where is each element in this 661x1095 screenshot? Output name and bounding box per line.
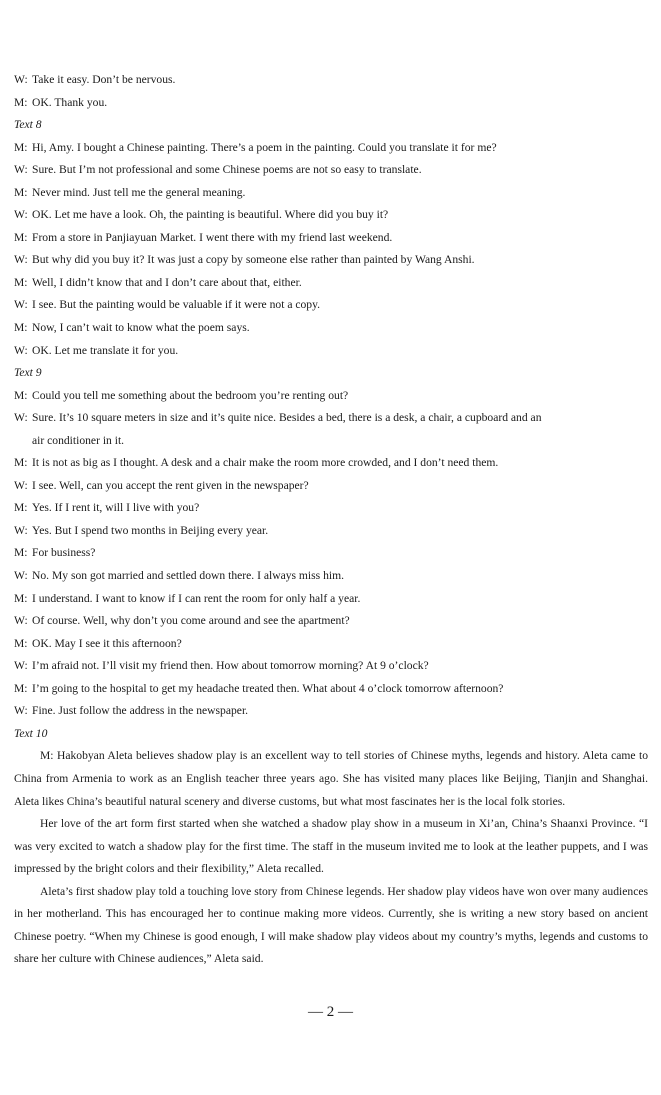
dialogue-text: Well, I didn’t know that and I don’t care about that, either.: [32, 275, 302, 289]
speaker-label: W:: [14, 298, 28, 312]
dialogue-line: [14, 452, 648, 475]
speaker-label: M:: [14, 636, 28, 650]
speaker-label: M:: [14, 275, 28, 289]
speaker-label: W:: [14, 163, 28, 177]
speaker-label: M:: [14, 591, 28, 605]
dialogue-text: From a store in Panjiayuan Market. I went there with my friend last weekend.: [32, 230, 393, 244]
dialogue-text: Take it easy. Don’t be nervous.: [32, 73, 176, 86]
dialogue-line: [14, 317, 648, 340]
dialogue-line: [14, 407, 648, 430]
dialogue-line: [14, 137, 648, 160]
speaker-label: M:: [14, 95, 28, 109]
speaker-label: M:: [14, 140, 28, 154]
dialogue-line: [14, 700, 648, 723]
speaker-label: W:: [14, 614, 28, 628]
dialogue-text: But why did you buy it? It was just a copy by someone else rather than painted by Wang Anshi.: [32, 253, 475, 267]
section-heading-text-10: Text 10: [14, 726, 48, 740]
dialogue-line: [14, 272, 648, 295]
section-heading-text-8: Text 8: [14, 118, 42, 132]
dialogue-line: [14, 340, 648, 363]
speaker-label: W:: [14, 704, 28, 718]
dialogue-line: [14, 610, 648, 633]
speaker-label: W:: [14, 523, 28, 537]
dialogue-text: OK. Let me have a look. Oh, the painting is beautiful. Where did you buy it?: [32, 208, 389, 222]
dialogue-line: [14, 588, 648, 611]
dialogue-line: [14, 655, 648, 678]
dialogue-text: Sure. It’s 10 square meters in size and it’s quite nice. Besides a bed, there is a desk, a chair, a cupboard and an: [32, 411, 542, 425]
speaker-label: M:: [14, 230, 28, 244]
dialogue-text: Yes. If I rent it, will I live with you?: [32, 501, 200, 515]
dialogue-text: It is not as big as I thought. A desk and a chair make the room more crowded, and I don’t need them.: [32, 456, 499, 470]
dialogue-line: [14, 249, 648, 272]
passage-paragraph: M: Hakobyan Aleta believes shadow play is an excellent way to tell stories of Chinese myths, legends and history. Aleta came to China from Armenia to work as an English teacher three years ago. She has visited many places like Beijing, Tianjin and Shanghai. Aleta likes China’s beautiful natural scenery and diverse customs, but what most fascinates her is the local folk stories.: [14, 749, 648, 808]
dialogue-line: [14, 294, 648, 317]
dialogue-line: [14, 159, 648, 182]
dialogue-line: [14, 565, 648, 588]
dialogue-line: [14, 182, 648, 205]
dialogue-line: [14, 520, 648, 543]
dialogue-text: Of course. Well, why don’t you come around and see the apartment?: [32, 614, 350, 628]
dialogue-text: I understand. I want to know if I can rent the room for only half a year.: [32, 591, 361, 605]
dialogue-line: [14, 633, 648, 656]
dialogue-line: [14, 475, 648, 498]
dialogue-line: [14, 385, 648, 408]
dialogue-text: No. My son got married and settled down there. I always miss him.: [32, 569, 345, 583]
speaker-label: W:: [14, 208, 28, 222]
dialogue-continuation: air conditioner in it.: [32, 433, 125, 447]
speaker-label: M:: [14, 456, 28, 470]
dialogue-line: [14, 204, 648, 227]
dialogue-text: I see. Well, can you accept the rent given in the newspaper?: [32, 478, 309, 492]
speaker-label: W:: [14, 569, 28, 583]
passage-paragraph: Her love of the art form first started when she watched a shadow play show in a museum in Xi’an, China’s Shaanxi Province. “I was very excited to watch a shadow play for the first time. The staff in the museum invited me to look at the leather puppets, and I was impressed by the bright colors and their flexibility,” Aleta recalled.: [14, 817, 648, 876]
page-number: — 2 —: [308, 1004, 353, 1020]
dialogue-line: [14, 69, 648, 92]
dialogue-text: OK. May I see it this afternoon?: [32, 636, 182, 650]
passage-paragraph: Aleta’s first shadow play told a touching love story from Chinese legends. Her shadow play videos have won over many audiences in her motherland. This has encouraged her to continue making more videos. Currently, she is writing a new story based on ancient Chinese poetry. “When my Chinese is good enough, I will make shadow play videos about my country’s myths, legends and customs to share her culture with Chinese audiences,” Aleta said.: [14, 884, 648, 966]
speaker-label: W:: [14, 659, 28, 673]
dialogue-text: Yes. But I spend two months in Beijing every year.: [32, 523, 269, 537]
dialogue-line: [14, 497, 648, 520]
dialogue-text: Hi, Amy. I bought a Chinese painting. There’s a poem in the painting. Could you translate it for me?: [32, 140, 497, 154]
dialogue-text: Never mind. Just tell me the general meaning.: [32, 185, 246, 199]
speaker-label: W:: [14, 253, 28, 267]
page-content: [14, 69, 648, 971]
section-heading-text-9: Text 9: [14, 366, 42, 380]
dialogue-line: [14, 542, 648, 565]
dialogue-text: Fine. Just follow the address in the newspaper.: [32, 704, 249, 718]
speaker-label: M:: [14, 681, 28, 695]
dialogue-text: Sure. But I’m not professional and some Chinese poems are not so easy to translate.: [32, 163, 422, 177]
dialogue-line: [14, 227, 648, 250]
speaker-label: M:: [14, 546, 28, 560]
dialogue-text: Could you tell me something about the bedroom you’re renting out?: [32, 388, 349, 402]
speaker-label: M:: [14, 321, 28, 335]
speaker-label: W:: [14, 73, 28, 86]
dialogue-text: For business?: [32, 546, 96, 560]
speaker-label: W:: [14, 411, 28, 425]
dialogue-line: [14, 92, 648, 115]
speaker-label: M:: [14, 501, 28, 515]
dialogue-text: OK. Let me translate it for you.: [32, 343, 179, 357]
speaker-label: M:: [14, 388, 28, 402]
dialogue-line: [14, 678, 648, 701]
speaker-label: W:: [14, 343, 28, 357]
dialogue-text: I’m afraid not. I’ll visit my friend then. How about tomorrow morning? At 9 o’clock?: [32, 659, 429, 673]
dialogue-text: OK. Thank you.: [32, 95, 108, 109]
speaker-label: W:: [14, 478, 28, 492]
dialogue-text: Now, I can’t wait to know what the poem says.: [32, 321, 250, 335]
dialogue-text: I’m going to the hospital to get my headache treated then. What about 4 o’clock tomorrow afternoon?: [32, 681, 504, 695]
speaker-label: M:: [14, 185, 28, 199]
dialogue-text: I see. But the painting would be valuable if it were not a copy.: [32, 298, 321, 312]
